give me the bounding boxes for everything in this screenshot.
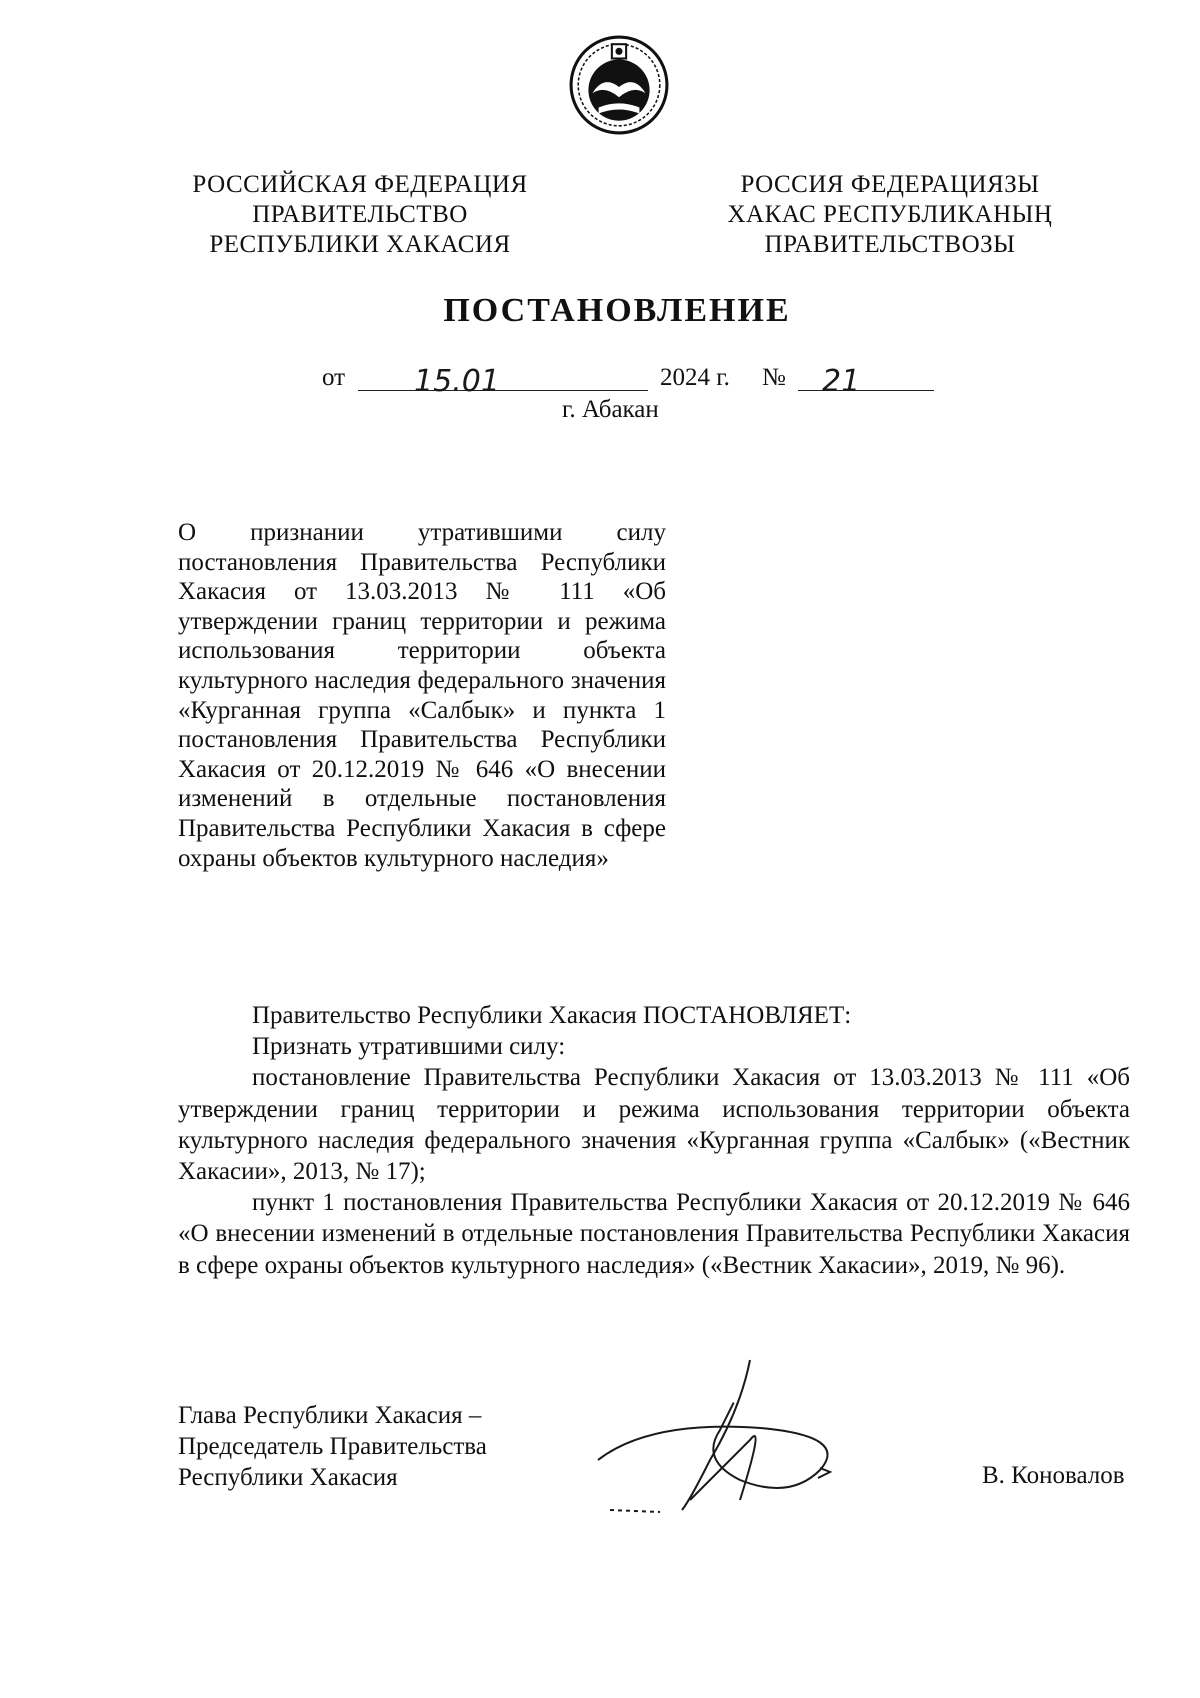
signatory-name: В. Коновалов xyxy=(982,1462,1125,1489)
header-left-line: ПРАВИТЕЛЬСТВО xyxy=(252,201,468,228)
header-right xyxy=(720,170,1060,260)
body-paragraph: постановление Правительства Республики Хакасия от 13.03.2013 № 111 «Об утверждении границ территории и режима использования территории объекта культурного наследия федерального значения «Курганная группа «Салбык» («Вестник Хакасии», 2013, № 17); xyxy=(178,1064,1130,1186)
number-label: № xyxy=(762,364,786,391)
number-underline xyxy=(798,390,934,391)
date-underline xyxy=(358,390,648,391)
body-paragraph: пункт 1 постановления Правительства Республики Хакасия от 20.12.2019 № 646 «О внесении изменений в отдельные постановления Правительства Республики Хакасия в сфере охраны объектов культурного наследия» («Вестник Хакасии», 2019, № 96). xyxy=(178,1189,1130,1279)
header-right-line: ХАКАС РЕСПУБЛИКАНЫҢ xyxy=(727,201,1053,228)
signatory-title-line: Председатель Правительства xyxy=(178,1433,487,1460)
signatory-title-line: Глава Республики Хакасия – xyxy=(178,1402,482,1429)
document-type-title: ПОСТАНОВЛЕНИЕ xyxy=(443,292,791,329)
signatory-title xyxy=(178,1400,487,1493)
date-handwritten: 15.01 xyxy=(414,364,500,399)
city-label: г. Абакан xyxy=(562,396,659,423)
number-handwritten: 21 xyxy=(822,364,861,399)
header-left-line: РОССИЙСКАЯ ФЕДЕРАЦИЯ xyxy=(192,171,528,198)
document-body xyxy=(178,1000,1130,1281)
header-left xyxy=(190,170,530,260)
date-prefix: от xyxy=(322,364,346,391)
signature-icon xyxy=(590,1350,920,1520)
header-right-line: ПРАВИТЕЛЬСТВОЗЫ xyxy=(764,231,1016,258)
signatory-title-line: Республики Хакасия xyxy=(178,1464,398,1491)
body-paragraph: Признать утратившими силу: xyxy=(252,1033,566,1061)
year-label: 2024 г. xyxy=(660,364,730,391)
document-subject: О признании утратившими силу постановления Правительства Республики Хакасия от 13.03.2013 № 111 «Об утверждении границ территории и режима использования территории объекта культурного наследия федерального значения «Курганная группа «Салбык» и пункта 1 постановления Правительства Республики Хакасия от 20.12.2019 № 646 «О внесении изменений в отдельные постановления Правительства Республики Хакасия в сфере охраны объектов культурного наследия» xyxy=(178,519,666,872)
header-left-line: РЕСПУБЛИКИ ХАКАСИЯ xyxy=(209,231,511,258)
date-number-line xyxy=(322,360,942,399)
coat-of-arms-icon xyxy=(568,34,670,136)
body-paragraph: Правительство Республики Хакасия ПОСТАНОВЛЯЕТ: xyxy=(252,1002,852,1029)
header-right-line: РОССИЯ ФЕДЕРАЦИЯЗЫ xyxy=(740,171,1040,198)
